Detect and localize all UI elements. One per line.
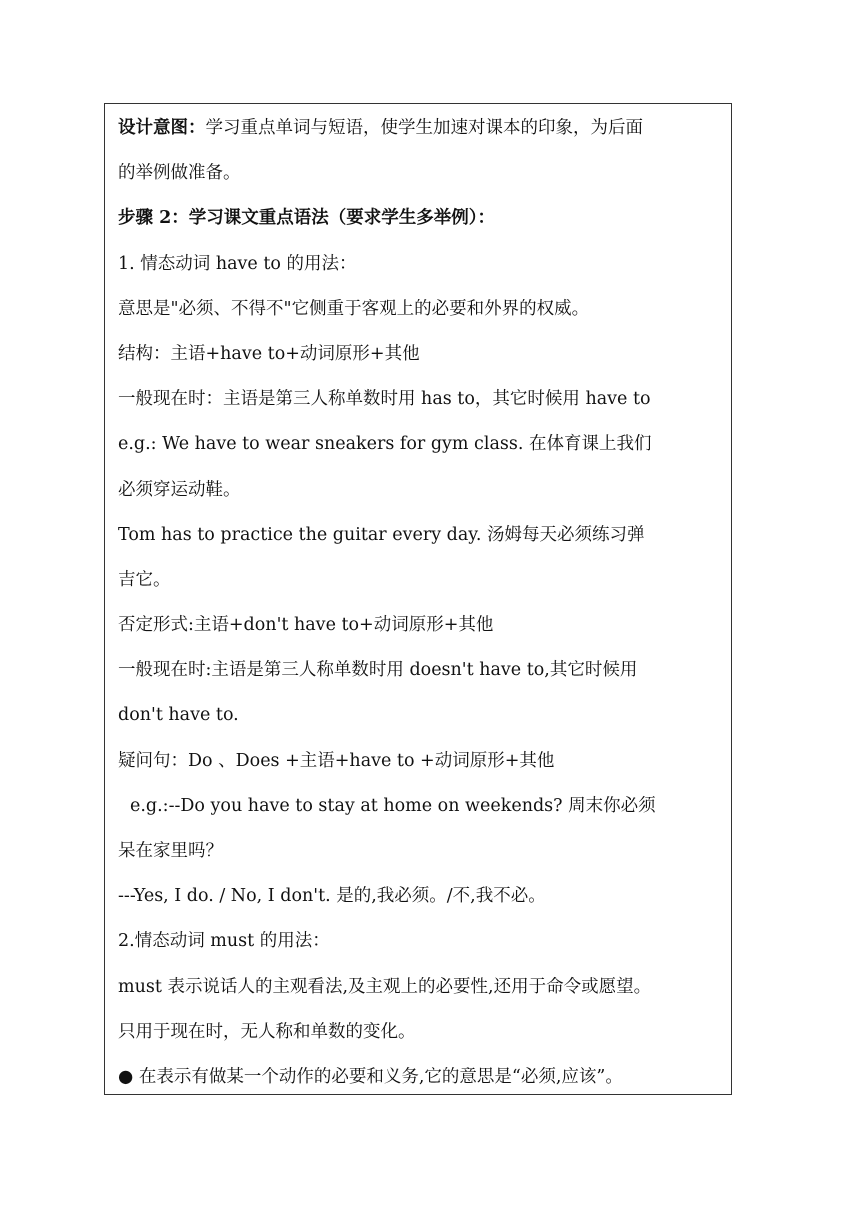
text-line: 必须穿运动鞋。 <box>118 479 241 500</box>
bullet-line: ● 在表示有做某一个动作的必要和义务,它的意思是“必须,应该”。 <box>118 1066 623 1087</box>
step-2-heading: 步骤 2：学习课文重点语法（要求学生多举例）： <box>118 208 496 229</box>
text-line: ---Yes, I do. / No, I don't. 是的,我必须。/不,我不必。 <box>118 886 546 907</box>
text-line: e.g.:--Do you have to stay at home on weekends? 周末你必须 <box>130 795 656 816</box>
text-line: Tom has to practice the guitar every day. 汤姆每天必须练习弹 <box>118 524 645 545</box>
text-line: 意思是"必须、不得不"它侧重于客观上的必要和外界的权威。 <box>118 298 590 319</box>
text-line: 结构：主语+have to+动词原形+其他 <box>118 343 420 364</box>
text-line: 只用于现在时，无人称和单数的变化。 <box>118 1021 416 1042</box>
text-line: 吉它。 <box>118 569 171 590</box>
section-2-heading: 2.情态动词 must 的用法： <box>118 931 330 952</box>
design-intent-label: 设计意图： <box>118 118 206 138</box>
text-line: 一般现在时:主语是第三人称单数时用 doesn't have to,其它时候用 <box>118 660 638 681</box>
text-line: don't have to. <box>118 705 239 726</box>
text-line: 疑问句：Do 、Does +主语+have to +动词原形+其他 <box>118 750 555 771</box>
document-body <box>118 106 728 1100</box>
text-line: 呆在家里吗？ <box>118 841 223 861</box>
design-intent-text: 学习重点单词与短语，使学生加速对课本的印象，为后面 <box>205 118 643 138</box>
text-line: e.g.: We have to wear sneakers for gym class. 在体育课上我们 <box>118 434 652 455</box>
design-intent-line <box>118 106 728 151</box>
text-line: 一般现在时：主语是第三人称单数时用 has to，其它时候用 have to <box>118 389 651 410</box>
text-line: 的举例做准备。 <box>118 163 241 184</box>
text-line: 否定形式:主语+don't have to+动词原形+其他 <box>118 615 494 636</box>
text-line: must 表示说话人的主观看法,及主观上的必要性,还用于命令或愿望。 <box>118 976 652 997</box>
section-1-heading: 1. 情态动词 have to 的用法： <box>118 253 357 274</box>
